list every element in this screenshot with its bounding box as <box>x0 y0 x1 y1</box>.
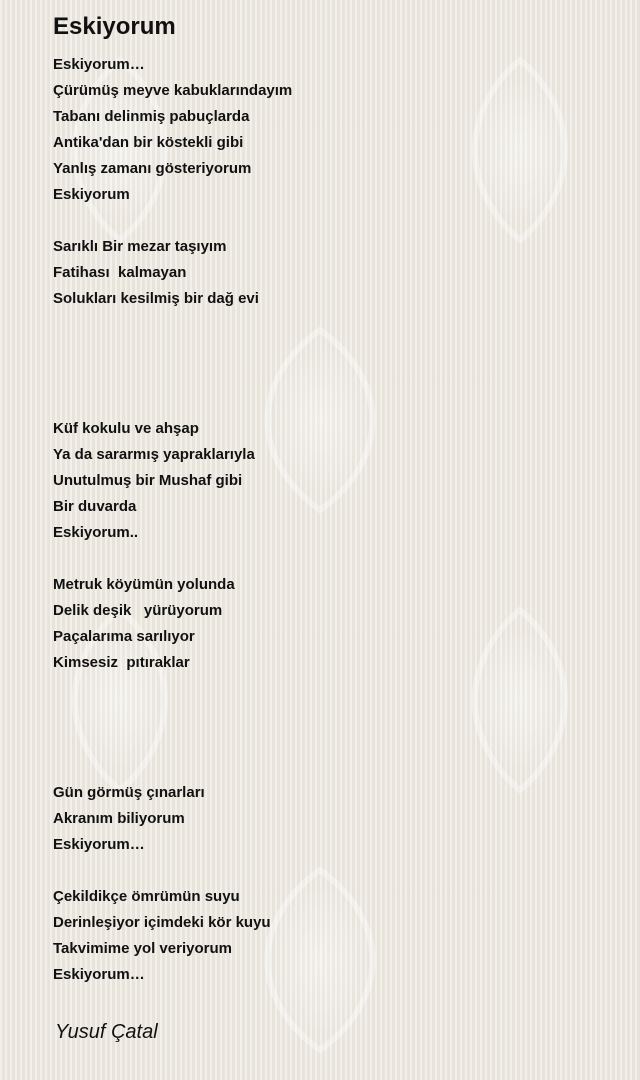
poem-body <box>53 52 292 988</box>
poem-line: Takvimime yol veriyorum <box>53 940 232 957</box>
poem-line: Eskiyorum… <box>53 836 145 853</box>
poem-line: Sarıklı Bir mezar taşıyım <box>53 238 227 255</box>
poem-line: Fatihası kalmayan <box>53 264 187 281</box>
poem-line: Solukları kesilmiş bir dağ evi <box>53 290 259 307</box>
poem-line: Derinleşiyor içimdeki kör kuyu <box>53 914 271 931</box>
poem-line: Gün görmüş çınarları <box>53 784 205 801</box>
stanza-break <box>53 546 292 572</box>
poem-line: Küf kokulu ve ahşap <box>53 420 199 437</box>
poem-line: Unutulmuş bir Mushaf gibi <box>53 472 243 489</box>
poem-line: Metruk köyümün yolunda <box>53 576 235 593</box>
poem-title: Eskiyorum <box>53 13 176 40</box>
poem-line: Delik deşik yürüyorum <box>53 602 223 619</box>
stanza-break <box>53 676 292 780</box>
poem-line: Kimsesiz pıtıraklar <box>53 654 190 671</box>
poem-line: Eskiyorum <box>53 186 130 203</box>
poem-line: Yanlış zamanı gösteriyorum <box>53 160 252 177</box>
poem-line: Akranım biliyorum <box>53 810 185 827</box>
stanza-break <box>53 858 292 884</box>
poem-line: Ya da sararmış yapraklarıyla <box>53 446 255 463</box>
poem-line: Eskiyorum.. <box>53 524 139 541</box>
poem-line: Eskiyorum… <box>53 56 145 73</box>
stanza-break <box>53 312 292 416</box>
poem-line: Çekildikçe ömrümün suyu <box>53 888 240 905</box>
poem-line: Paçalarıma sarılıyor <box>53 628 195 645</box>
poem-line: Bir duvarda <box>53 498 137 515</box>
poem-line: Eskiyorum… <box>53 966 145 983</box>
poem-author: Yusuf Çatal <box>55 1021 158 1043</box>
stanza-break <box>53 208 292 234</box>
poem-line: Tabanı delinmiş pabuçlarda <box>53 108 250 125</box>
poem-line: Çürümüş meyve kabuklarındayım <box>53 82 293 99</box>
poem-line: Antika'dan bir köstekli gibi <box>53 134 244 151</box>
